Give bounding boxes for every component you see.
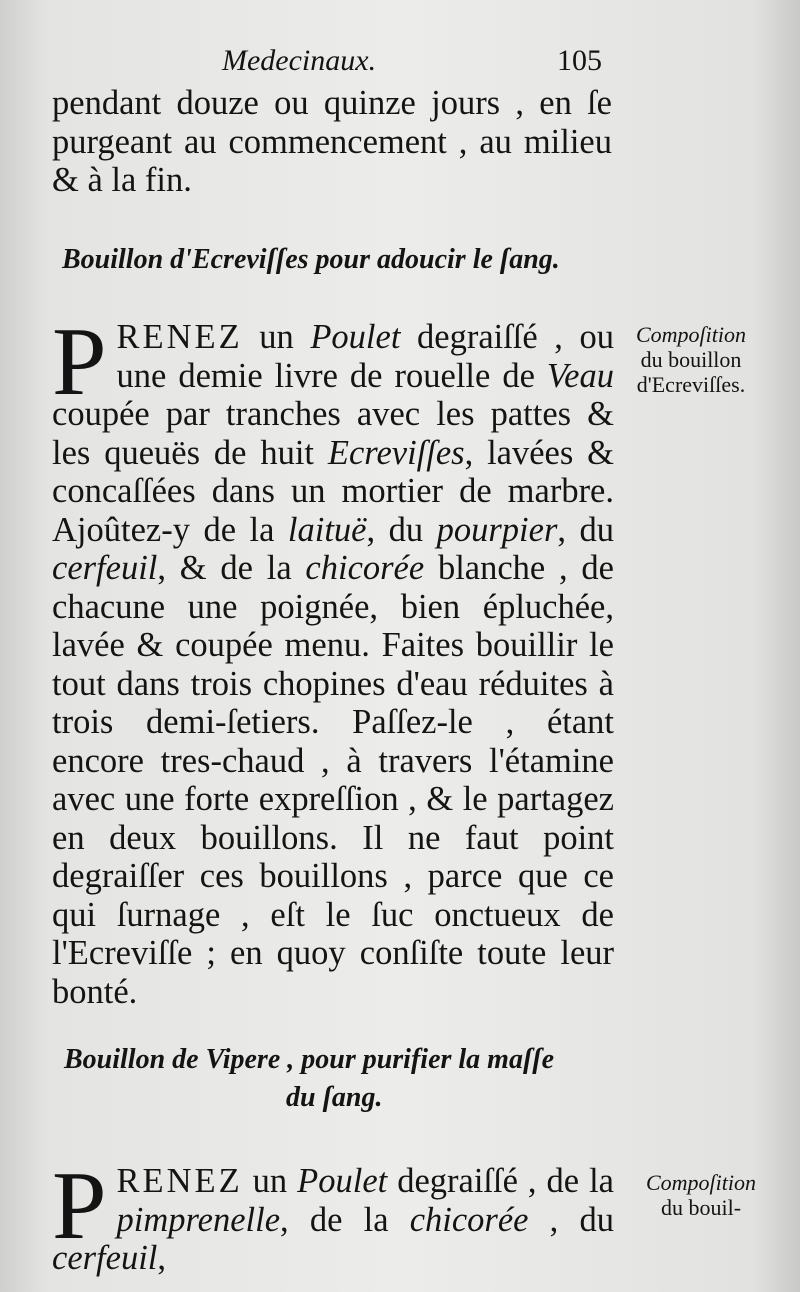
page-number: 105 xyxy=(557,44,602,77)
margin-note-text: du bouil- xyxy=(660,1195,742,1220)
text-run: , de la xyxy=(280,1200,410,1239)
lead-word: RENEZ xyxy=(116,318,243,356)
margin-note-title: Compoſition xyxy=(645,1170,756,1195)
text-run: coupée par tranches avec les pattes & les queuës de huit xyxy=(52,395,614,472)
text-run: chicorée xyxy=(409,1200,529,1239)
recipe-body xyxy=(52,308,615,1011)
recipe-ecrevisses xyxy=(52,308,615,1011)
text-run: un xyxy=(242,318,311,356)
text-run: Poulet xyxy=(297,1162,388,1200)
section-heading-vipere-2: du ſang. xyxy=(286,1082,383,1113)
drop-cap: P xyxy=(52,308,107,416)
text-run: pimprenelle xyxy=(116,1200,281,1239)
text-run: un xyxy=(242,1162,298,1200)
margin-note-ecrevisses xyxy=(616,322,766,397)
lead-word: RENEZ xyxy=(116,1162,243,1200)
text-run: , du xyxy=(366,510,437,549)
text-run: cerfeuil xyxy=(52,1239,158,1277)
margin-note-title: Compoſition xyxy=(635,322,746,347)
text-run: blanche , de chacune une poignée, bien épluchée, lavée & coupée menu. Faites bouillir le tout dans trois chopines d'eau réduites à trois demi-ſetiers. Paſſez-le , étant encore tres-chaud , à travers l'étamine avec une forte expreſſion , & le partagez en deux bouillons. Il ne faut point degraiſſer ces bouillons , parce que ce qui ſurnage , eſt le ſuc onctueux de l'Ecreviſſe ; en quoy conſiſte toute leur bonté. xyxy=(52,549,614,1011)
text-run: cerfeuil xyxy=(52,549,158,587)
text-run: , xyxy=(157,1239,166,1277)
text-run: Ecreviſſes xyxy=(327,433,465,472)
section-heading-ecrevisses: Bouillon d'Ecreviſſes pour adoucir le ſang. xyxy=(62,244,560,275)
margin-note-vipere xyxy=(626,1170,776,1220)
section-heading-vipere-1: Bouillon de Vipere , pour purifier la maſſe xyxy=(64,1044,555,1075)
recipe-vipere xyxy=(52,1152,615,1278)
text-run: Poulet xyxy=(310,318,401,356)
text-run: pourpier xyxy=(436,510,558,549)
margin-note-text: du bouillon d'Ecreviſſes. xyxy=(636,347,746,397)
text-run: , du xyxy=(557,510,614,549)
text-run: laituë xyxy=(287,510,367,549)
running-title: Medecinaux. xyxy=(222,44,377,77)
text-run: Veau xyxy=(546,356,614,395)
text-run: , & de la xyxy=(157,549,306,587)
text-run: degraiſſé , de la xyxy=(387,1162,614,1200)
drop-cap: P xyxy=(52,1152,107,1260)
text-run: chicorée xyxy=(305,549,425,587)
text-run: , lavées & concaſſées dans un mortier de marbre. Ajoûtez-y de la xyxy=(52,433,614,549)
text-run: degraiſſé , ou une demie livre de rouelle de xyxy=(116,318,615,395)
text-run: , du xyxy=(528,1200,615,1239)
continuation-text: pendant douze ou quinze jours , en ſe purgeant au commencement , au milieu & à la fin. xyxy=(52,84,612,199)
page-header xyxy=(222,44,602,84)
